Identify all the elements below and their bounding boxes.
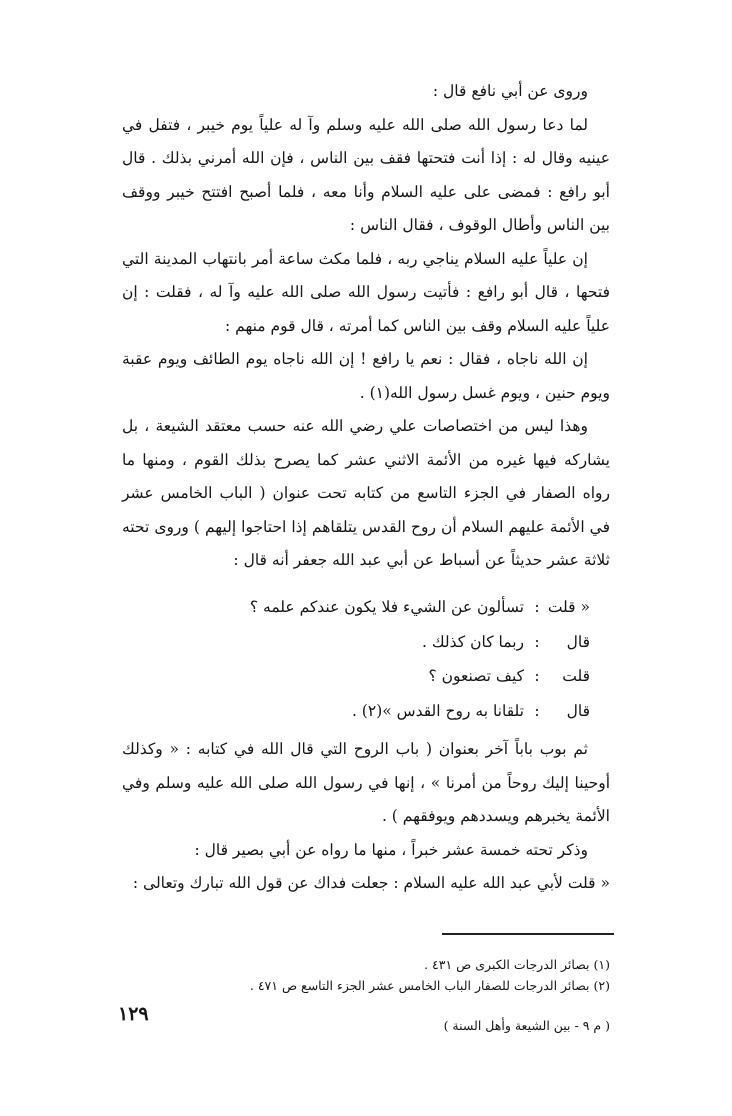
dialogue-speaker: قال (566, 701, 590, 720)
dialogue-speaker: قال (566, 632, 590, 651)
dialogue-text: تلقانا به روح القدس »(٢) . (351, 701, 524, 720)
page-number: ١٢٩ (118, 1003, 149, 1025)
dialogue-block (150, 590, 590, 728)
footnote-1: (١) بصائر الدرجات الكبرى ص ٤٣١ . (424, 957, 610, 972)
dialogue-speaker: قلت (562, 667, 590, 685)
dialogue-text: تسألون عن الشيء فلا يكون عندكم علمه ؟ (249, 598, 524, 616)
closing-text-block (122, 733, 610, 901)
paragraph-shia-belief: وهذا ليس من اختصاصات علي رضي الله عنه حسب معتقد الشيعة ، بل يشاركه فيها غيره من الأئمة الاثني عشر كما يصرح بذلك القوم ، ومنها ما رواه الصفار في الجزء التاسع من كتابه تحت عنوان ( الباب الخامس عشر في الأئمة عليهم السلام أن روح القدس يتلقاهم إذا احتاجوا إليهم ) وروى تحته ثلاثة عشر حديثاً عن أسباط عن أبي عبد الله جعفر أنه قال : (122, 417, 610, 569)
paragraph-khaybar: لما دعا رسول الله صلى الله عليه وسلم وآ له علياً يوم خيبر ، فتفل في عينيه وقال له : إذا أنت فتحتها فقف بين الناس ، فإن الله أمرني بذلك . قال أبو رافع : فمضى على عليه السلام وأنا معه ، فلما أصبح افتتح خيبر ووقف بين الناس وأطال الوقوف ، فقال الناس : (122, 115, 610, 234)
paragraph-fifteen-reports: وذكر تحته خمسة عشر خبراً ، منها ما رواه عن أبي بصير قال : (194, 840, 588, 859)
paragraph-chapter-spirit: ثم بوب باباً آخر بعنوان ( باب الروح التي قال الله في كتابه : « وكذلك أوحينا إليك روحاً من أمرنا » ، إنها في رسول الله صلى الله عليه وسلم وفي الأئمة يخبرهم ويسددهم ويوفقهم ) . (122, 740, 610, 825)
paragraph-abi-basir-quote: « قلت لأبي عبد الله عليه السلام : جعلت فداك عن قول الله تبارك وتعالى : (132, 874, 610, 892)
dialogue-line: « قلت:تسألون عن الشيء فلا يكون عندكم علمه ؟ (150, 590, 590, 625)
paragraph-god-spoke: إن الله ناجاه ، فقال : نعم يا رافع ! إن الله ناجاه يوم الطائف ويوم عقبة ويوم حنين ، ويوم غسل رسول الله(١) . (122, 350, 610, 402)
footnotes (190, 954, 610, 996)
print-signature: ( م ٩ - بين الشيعة وأهل السنة ) (443, 1018, 610, 1033)
dialogue-speaker: « قلت (547, 598, 590, 616)
dialogue-line: قال:ربما كان كذلك . (150, 625, 590, 660)
main-text-block (122, 75, 610, 578)
paragraph-intro: وروى عن أبي نافع قال : (432, 82, 588, 100)
footnote-2: (٢) بصائر الدرجات للصفار الباب الخامس عشر الجزء التاسع ص ٤٧١ . (249, 978, 610, 993)
paragraph-ali-speaks: إن علياً عليه السلام يناجي ربه ، فلما مكث ساعة أمر بانتهاب المدينة التي فتحها ، قال أبو رافع : فأتيت رسول الله صلى الله عليه وآ له ، فقلت : إن علياً عليه السلام وقف بين الناس كما أمرته ، قال قوم منهم : (122, 249, 610, 335)
dialogue-line: قلت:كيف تصنعون ؟ (150, 659, 590, 694)
footnote-divider (442, 933, 614, 935)
dialogue-text: ربما كان كذلك . (422, 632, 524, 651)
dialogue-line: قال:تلقانا به روح القدس »(٢) . (150, 694, 590, 729)
dialogue-text: كيف تصنعون ؟ (428, 667, 524, 685)
